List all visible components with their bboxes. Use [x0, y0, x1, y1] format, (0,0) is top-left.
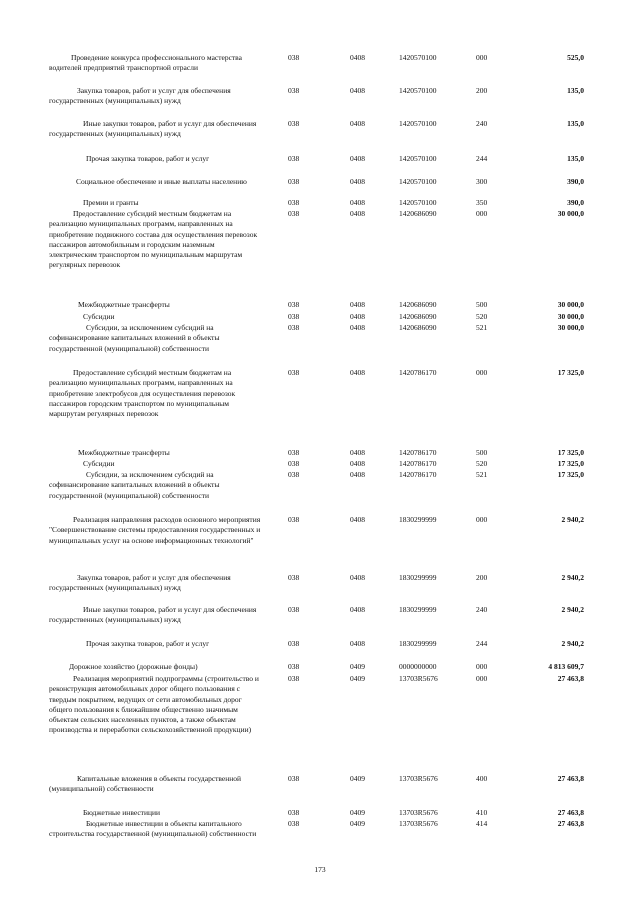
- row-name: Межбюджетные трансферты: [78, 448, 170, 457]
- row-ved: 038: [288, 819, 300, 828]
- row-vr: 414: [476, 819, 488, 828]
- row-rz: 0409: [350, 774, 365, 783]
- row-sum: 27 463,8: [557, 808, 584, 817]
- row-sum: 2 940,2: [561, 639, 584, 648]
- row-cs: 1830299999: [399, 573, 437, 582]
- row-name: Межбюджетные трансферты: [78, 300, 170, 309]
- row-ved: 038: [288, 323, 300, 332]
- row-name: Дорожное хозяйство (дорожные фонды): [69, 662, 198, 671]
- row-ved: 038: [288, 639, 300, 648]
- row-cs: 1420786170: [399, 470, 437, 479]
- row-name: Предоставление субсидий местным бюджетам на реализацию муниципальных программ, направленных на приобретение подвижного состава для осуществления перевозок пассажиров автомобильным и городским наземным электрическим транспортом по муниципальным маршрутам регулярных перевозок: [49, 209, 258, 270]
- row-cs: 1830299999: [399, 639, 437, 648]
- row-name: Иные закупки товаров, работ и услуг для обеспечения государственных (муниципальных) нужд: [49, 605, 257, 625]
- row-cs: 1420570100: [399, 86, 437, 95]
- row-vr: 244: [476, 154, 488, 163]
- row-ved: 038: [288, 662, 300, 671]
- row-sum: 2 940,2: [561, 605, 584, 614]
- row-rz: 0408: [350, 177, 365, 186]
- row-name: Прочая закупка товаров, работ и услуг: [86, 639, 210, 648]
- row-vr: 521: [476, 470, 488, 479]
- row-rz: 0408: [350, 605, 365, 614]
- row-ved: 038: [288, 86, 300, 95]
- row-ved: 038: [288, 53, 300, 62]
- row-vr: 410: [476, 808, 488, 817]
- row-rz: 0408: [350, 198, 365, 207]
- row-vr: 000: [476, 662, 488, 671]
- row-rz: 0409: [350, 808, 365, 817]
- row-cs: 1830299999: [399, 605, 437, 614]
- row-name: Капитальные вложения в объекты государственной (муниципальной) собственности: [49, 774, 242, 794]
- row-ved: 038: [288, 774, 300, 783]
- row-cs: 1420786170: [399, 459, 437, 468]
- row-ved: 038: [288, 368, 300, 377]
- row-name: Премии и гранты: [83, 198, 139, 207]
- row-vr: 520: [476, 312, 488, 321]
- page-number: 173: [314, 865, 326, 874]
- row-ved: 038: [288, 198, 300, 207]
- row-vr: 200: [476, 86, 488, 95]
- row-cs: 1420570100: [399, 119, 437, 128]
- row-sum: 4 813 609,7: [548, 662, 584, 671]
- row-rz: 0408: [350, 312, 365, 321]
- row-sum: 27 463,8: [557, 819, 584, 828]
- row-sum: 30 000,0: [557, 209, 584, 218]
- row-vr: 000: [476, 209, 488, 218]
- row-sum: 17 325,0: [557, 470, 584, 479]
- row-ved: 038: [288, 300, 300, 309]
- row-cs: 1420686090: [399, 300, 437, 309]
- row-rz: 0408: [350, 86, 365, 95]
- row-sum: 525,0: [567, 53, 584, 62]
- row-ved: 038: [288, 605, 300, 614]
- row-sum: 2 940,2: [561, 573, 584, 582]
- row-rz: 0408: [350, 639, 365, 648]
- row-cs: 1420570100: [399, 53, 437, 62]
- row-cs: 1420686090: [399, 323, 437, 332]
- row-vr: 400: [476, 774, 488, 783]
- row-rz: 0409: [350, 662, 365, 671]
- row-rz: 0408: [350, 459, 365, 468]
- row-vr: 240: [476, 119, 488, 128]
- row-sum: 30 000,0: [557, 300, 584, 309]
- row-vr: 521: [476, 323, 488, 332]
- row-name: Закупка товаров, работ и услуг для обеспечения государственных (муниципальных) нужд: [49, 86, 231, 106]
- row-sum: 27 463,8: [557, 674, 584, 683]
- row-sum: 17 325,0: [557, 368, 584, 377]
- row-cs: 13703R5676: [399, 674, 438, 683]
- row-sum: 17 325,0: [557, 459, 584, 468]
- row-vr: 520: [476, 459, 488, 468]
- row-sum: 135,0: [567, 154, 584, 163]
- row-ved: 038: [288, 573, 300, 582]
- row-sum: 17 325,0: [557, 448, 584, 457]
- row-vr: 000: [476, 368, 488, 377]
- row-cs: 1420786170: [399, 368, 437, 377]
- row-vr: 244: [476, 639, 488, 648]
- row-cs: 1420570100: [399, 177, 437, 186]
- row-rz: 0408: [350, 53, 365, 62]
- row-cs: 13703R5676: [399, 819, 438, 828]
- row-rz: 0408: [350, 573, 365, 582]
- row-ved: 038: [288, 312, 300, 321]
- row-cs: 13703R5676: [399, 808, 438, 817]
- row-cs: 1420686090: [399, 209, 437, 218]
- row-name: Проведение конкурса профессионального мастерства водителей предприятий транспортной отрасли: [49, 53, 242, 73]
- row-ved: 038: [288, 154, 300, 163]
- row-ved: 038: [288, 808, 300, 817]
- row-cs: 0000000000: [399, 662, 437, 671]
- row-rz: 0408: [350, 300, 365, 309]
- row-vr: 500: [476, 448, 488, 457]
- row-ved: 038: [288, 177, 300, 186]
- row-vr: 000: [476, 674, 488, 683]
- row-cs: 1420786170: [399, 448, 437, 457]
- row-ved: 038: [288, 448, 300, 457]
- row-vr: 240: [476, 605, 488, 614]
- row-name: Реализация направления расходов основного мероприятия "Совершенствование системы предоставления государственных и муниципальных услуг на основе информационных технологий": [49, 515, 261, 545]
- row-rz: 0408: [350, 119, 365, 128]
- row-ved: 038: [288, 470, 300, 479]
- row-sum: 30 000,0: [557, 323, 584, 332]
- row-name: Субсидии, за исключением субсидий на софинансирование капитальных вложений в объекты государственной (муниципальной) собственности: [49, 470, 220, 500]
- row-vr: 500: [476, 300, 488, 309]
- row-rz: 0408: [350, 209, 365, 218]
- row-rz: 0408: [350, 470, 365, 479]
- row-name: Социальное обеспечение и иные выплаты населению: [76, 177, 247, 186]
- row-sum: 135,0: [567, 86, 584, 95]
- row-name: Предоставление субсидий местным бюджетам на реализацию муниципальных программ, направленных на приобретение электробусов для осуществления перевозок пассажиров городским транспортом по муниципальным маршрутам регулярных перевозок: [49, 368, 236, 419]
- row-rz: 0408: [350, 323, 365, 332]
- row-sum: 30 000,0: [557, 312, 584, 321]
- row-rz: 0408: [350, 368, 365, 377]
- row-name: Субсидии: [83, 312, 115, 321]
- row-vr: 300: [476, 177, 488, 186]
- row-ved: 038: [288, 459, 300, 468]
- row-name: Субсидии: [83, 459, 115, 468]
- row-name: Прочая закупка товаров, работ и услуг: [86, 154, 210, 163]
- row-sum: 2 940,2: [561, 515, 584, 524]
- row-rz: 0409: [350, 674, 365, 683]
- row-cs: 13703R5676: [399, 774, 438, 783]
- row-sum: 135,0: [567, 119, 584, 128]
- row-sum: 390,0: [567, 177, 584, 186]
- row-name: Субсидии, за исключением субсидий на софинансирование капитальных вложений в объекты государственной (муниципальной) собственности: [49, 323, 220, 353]
- row-rz: 0408: [350, 515, 365, 524]
- row-rz: 0408: [350, 448, 365, 457]
- row-vr: 200: [476, 573, 488, 582]
- row-ved: 038: [288, 209, 300, 218]
- row-ved: 038: [288, 515, 300, 524]
- row-sum: 27 463,8: [557, 774, 584, 783]
- row-name: Бюджетные инвестиции: [83, 808, 160, 817]
- row-vr: 000: [476, 515, 488, 524]
- row-ved: 038: [288, 119, 300, 128]
- row-name: Реализация мероприятий подпрограммы (строительство и реконструкция автомобильных дорог общего пользования с твердым покрытием, ведущих от сети автомобильных дорог общего пользования к ближайшим общественно значимым объектам сельских населенных пунктов, а также объектам производства и переработки сельскохозяйственной продукции): [49, 674, 259, 735]
- row-vr: 000: [476, 53, 488, 62]
- row-name: Закупка товаров, работ и услуг для обеспечения государственных (муниципальных) нужд: [49, 573, 231, 593]
- row-ved: 038: [288, 674, 300, 683]
- row-cs: 1420686090: [399, 312, 437, 321]
- row-sum: 390,0: [567, 198, 584, 207]
- row-name: Бюджетные инвестиции в объекты капитального строительства государственной (муниципальной) собственности: [49, 819, 257, 839]
- row-name: Иные закупки товаров, работ и услуг для обеспечения государственных (муниципальных) нужд: [49, 119, 257, 139]
- row-cs: 1420570100: [399, 198, 437, 207]
- row-rz: 0408: [350, 154, 365, 163]
- row-cs: 1420570100: [399, 154, 437, 163]
- row-vr: 350: [476, 198, 488, 207]
- row-rz: 0409: [350, 819, 365, 828]
- row-cs: 1830299999: [399, 515, 437, 524]
